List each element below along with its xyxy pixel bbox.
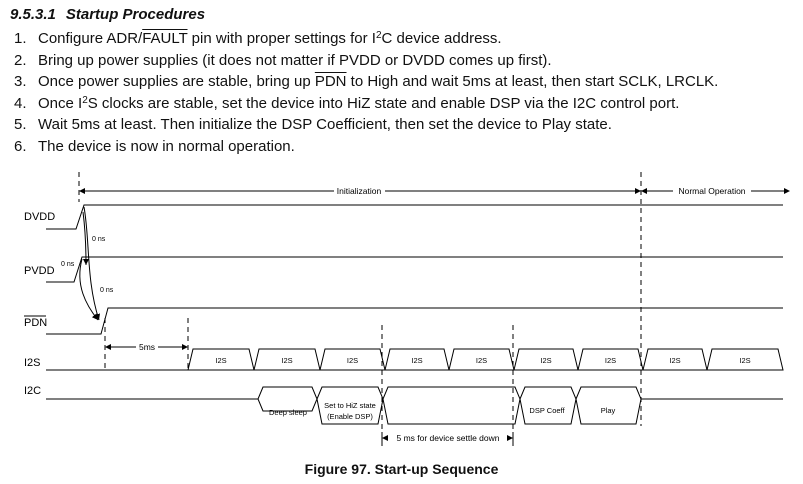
pvdd-to-pdn-arrow xyxy=(80,259,98,320)
step-text: C device address. xyxy=(381,30,502,47)
phase-normal-operation-label: Normal Operation xyxy=(678,186,746,196)
i2c-hiz-label-line2: (Enable DSP) xyxy=(327,412,373,421)
dvdd-waveform xyxy=(46,205,783,229)
dvdd-delay-label: 0 ns xyxy=(92,236,106,243)
step-text: Wait 5ms at least. Then initialize the DSP Coefficient, then set the device to Play state. xyxy=(38,116,612,134)
i2s-segment-label: I2S xyxy=(739,356,751,365)
phase-initialization-label: Initialization xyxy=(336,186,382,196)
figure-caption: Figure 97. Start-up Sequence xyxy=(304,461,499,477)
step-number: 4. xyxy=(14,94,27,112)
i2s-segment-label: I2S xyxy=(540,356,552,365)
step-number: 3. xyxy=(14,73,27,91)
i2s-segment-label: I2S xyxy=(475,356,488,365)
step-text: FAULT xyxy=(142,30,188,47)
signal-label-i2s: I2S xyxy=(24,357,41,369)
pvdd-delay-label: 0 ns xyxy=(61,261,75,268)
i2c-segment-settle xyxy=(383,387,520,424)
step-text: 2 xyxy=(375,30,382,41)
step-text: Once I xyxy=(38,94,83,112)
signal-label-pvdd: PVDD xyxy=(24,265,55,277)
i2c-hiz-label-line1: Set to HiZ state xyxy=(324,401,376,410)
step-number: 5. xyxy=(14,116,27,134)
pdn-delay-label: 0 ns xyxy=(100,287,114,294)
step-number: 6. xyxy=(14,137,27,155)
signal-label-dvdd: DVDD xyxy=(24,211,56,223)
section-title: Startup Procedures xyxy=(65,6,206,23)
step-number: 1. xyxy=(14,30,27,47)
i2s-segment-label: I2S xyxy=(281,356,293,365)
pvdd-waveform xyxy=(46,257,783,282)
step-text: 2 xyxy=(82,94,88,106)
pdn-waveform xyxy=(46,308,783,334)
i2s-segment-label: I2S xyxy=(411,356,423,365)
i2s-bus xyxy=(188,349,783,370)
signal-label-i2c: I2C xyxy=(24,385,42,397)
step-text: Once power supplies are stable, bring up xyxy=(38,73,315,91)
i2s-segment-label: I2S xyxy=(346,356,359,365)
step-text: to High and wait 5ms at least, then start SCLK, LRCLK. xyxy=(346,73,719,91)
i2c-deep-sleep-label: Deep sleep xyxy=(269,408,307,417)
i2s-segment-label: I2S xyxy=(669,356,681,365)
signal-label-pdn: PDN xyxy=(24,317,48,329)
i2c-dsp-coeff-label: DSP Coeff xyxy=(529,406,565,415)
settle-interval-label: 5 ms for device settle down xyxy=(396,433,500,443)
interval-5ms-label: 5ms xyxy=(138,342,156,352)
step-text: S clocks are stable, set the device into HiZ state and enable DSP via the I2C control port. xyxy=(87,94,680,112)
step-text: $\overline{PDN}$ xyxy=(314,73,347,91)
step-text: Bring up power supplies (it does not matter if PVDD or DVDD comes up first). xyxy=(38,51,552,69)
section-number: 9.5.3.1 xyxy=(10,6,56,23)
step-text: pin with proper settings for I xyxy=(187,30,376,47)
step-text: The device is now in normal operation. xyxy=(38,137,295,155)
i2s-segment-label: I2S xyxy=(215,356,227,365)
i2s-segment-label: I2S xyxy=(604,356,617,365)
step-number: 2. xyxy=(14,51,27,69)
step-text: Configure ADR/ xyxy=(38,30,143,47)
i2c-play-label: Play xyxy=(600,406,616,415)
